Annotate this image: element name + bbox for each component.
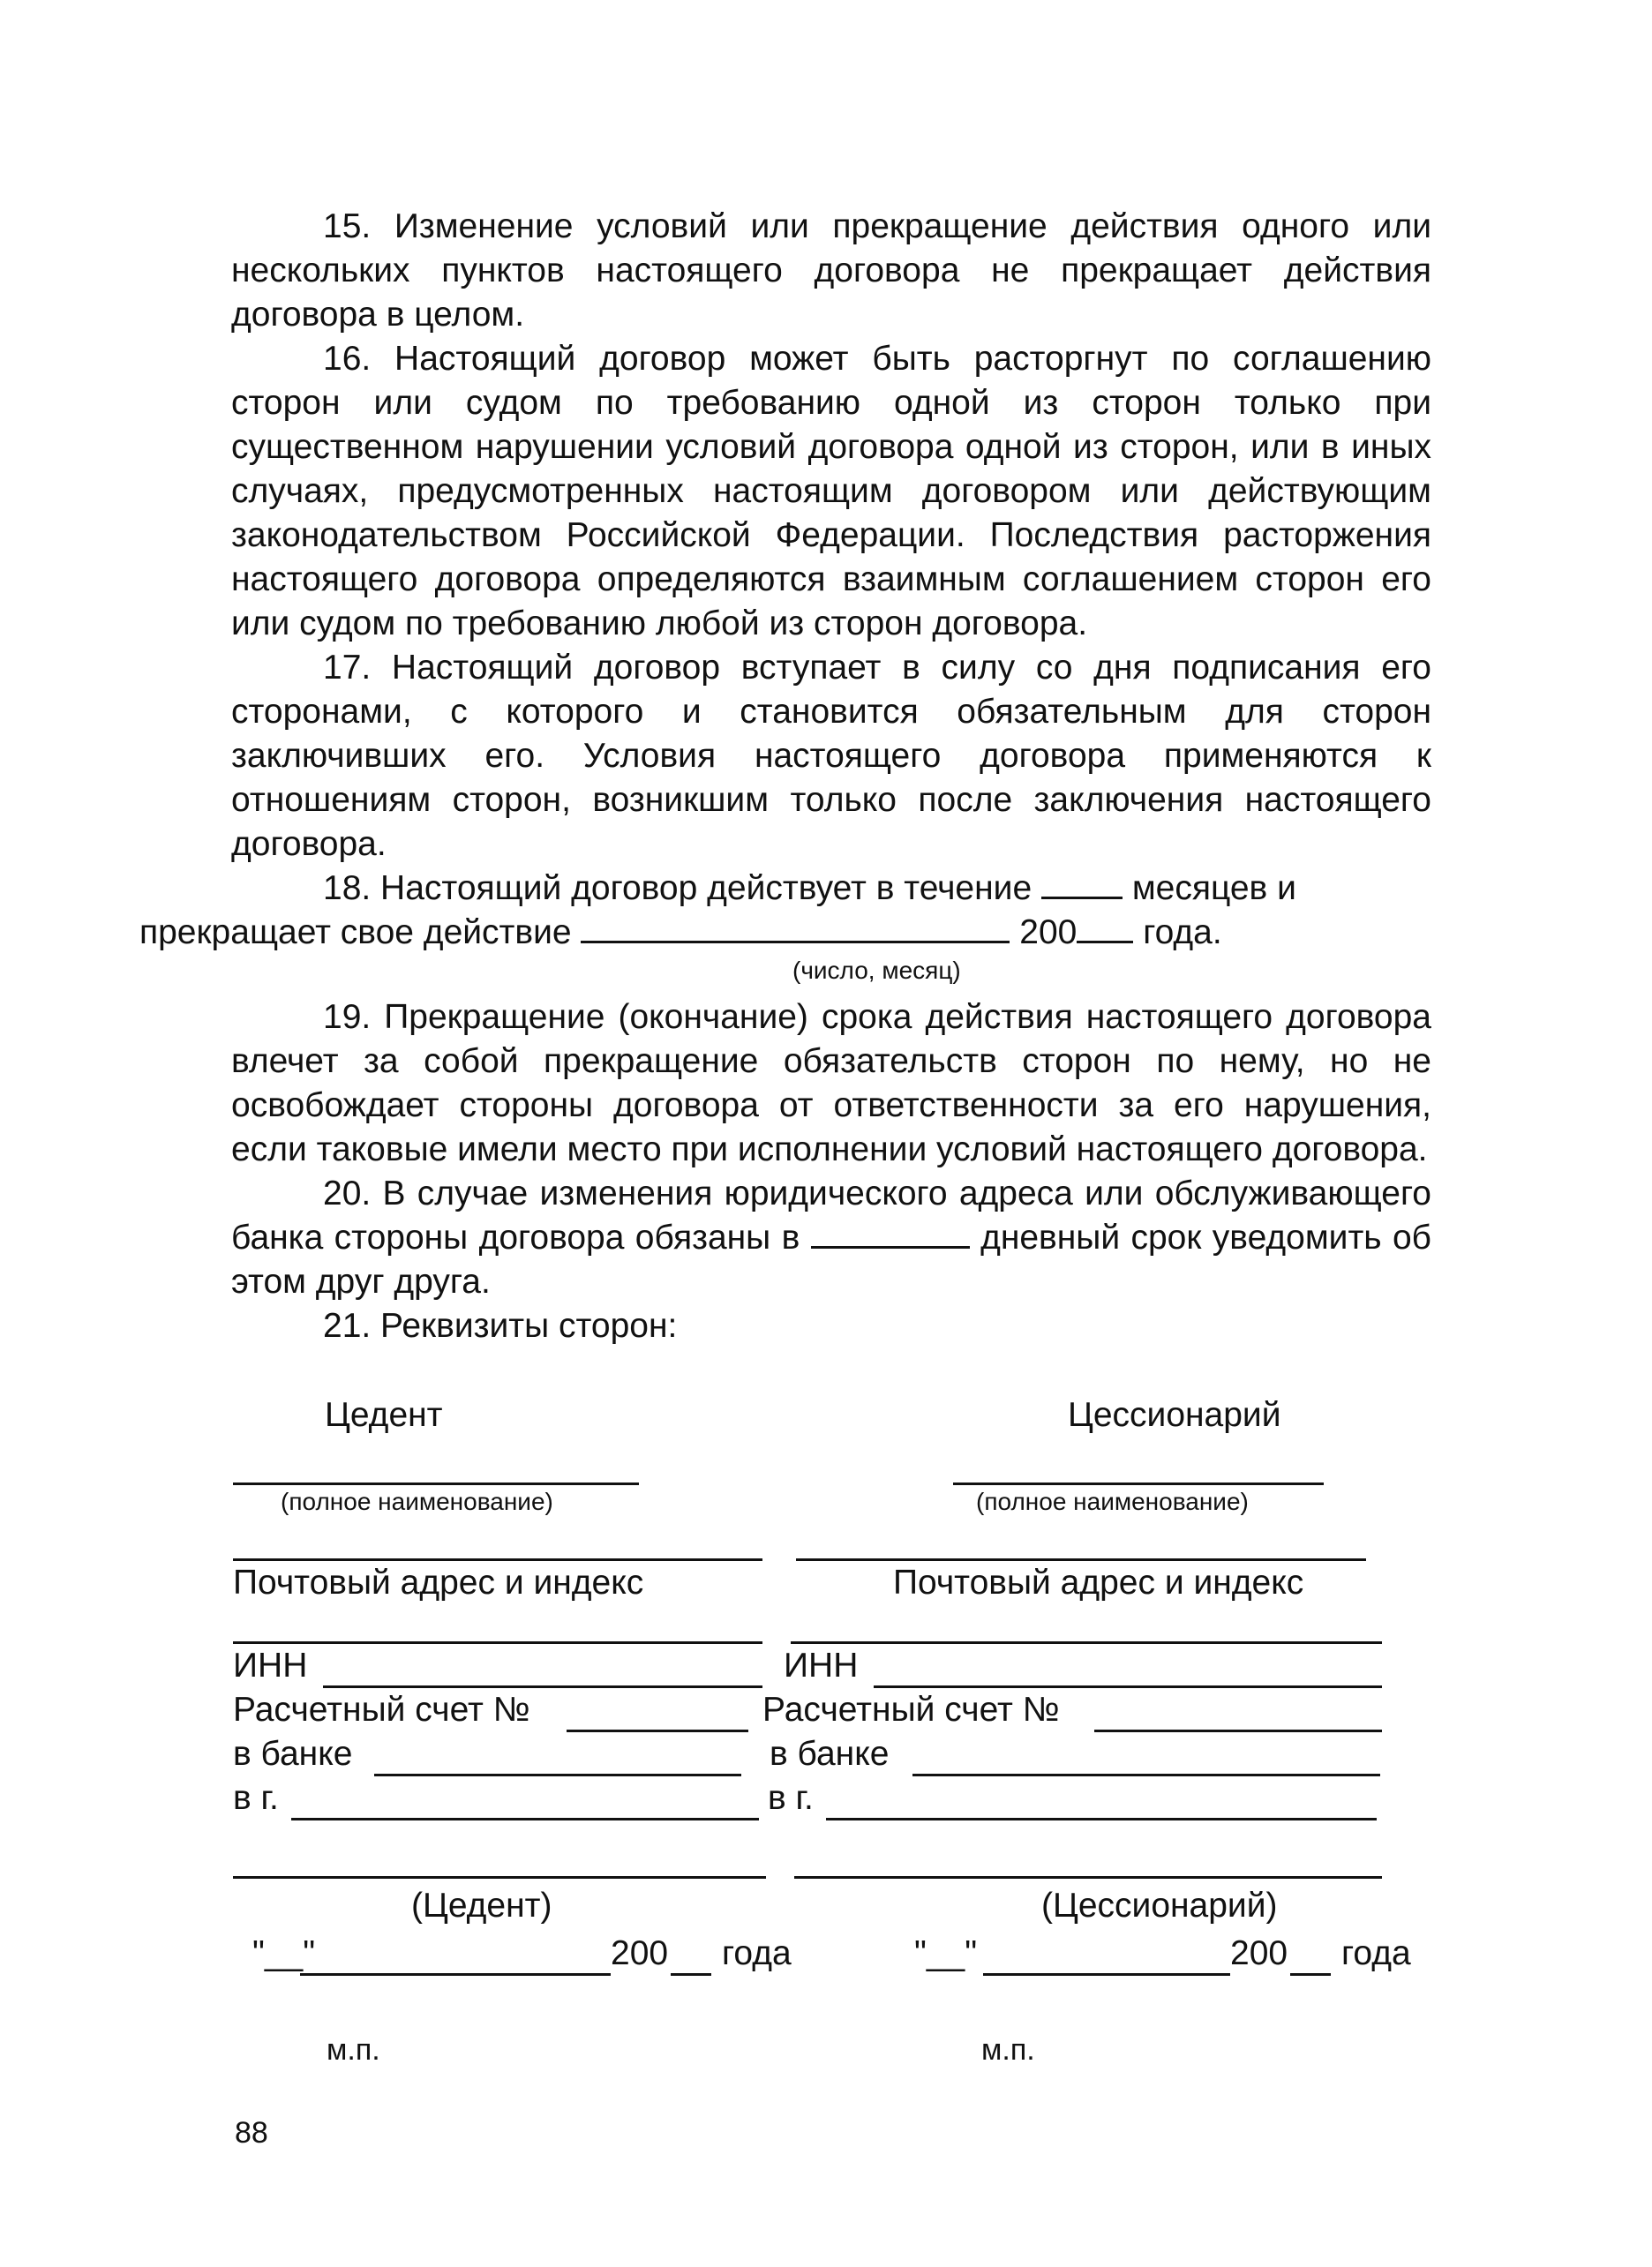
cedent-signature-line[interactable] [233, 1876, 766, 1879]
cedent-account-label: Расчетный счет № [233, 1691, 530, 1729]
clause-18-start: 18. Настоящий договор действует в течение [323, 869, 1032, 907]
cessionary-stamp-mark: м.п. [981, 2033, 1035, 2067]
cedent-address-label: Почтовый адрес и индекс [233, 1564, 644, 1602]
cessionary-name-line-2[interactable] [796, 1558, 1366, 1561]
cedent-account-line[interactable] [567, 1730, 748, 1732]
clause-16: 16. Настоящий договор может быть расторгнут по соглашению сторон или судом по требованию одной из сторон только при существенном нарушении условий договора одной из сторон, или в иных случаях, предусмотренных настоящим договором или действующим законодательством Российской Федерации. Последствия расторжения настоящего договора определяются взаимным соглашением сторон его или судом по требованию любой из сторон договора. [231, 340, 1431, 642]
cedent-name-line[interactable] [233, 1483, 639, 1485]
clause-21: 21. Реквизиты сторон: [323, 1307, 678, 1345]
cessionary-date-line[interactable] [983, 1973, 1230, 1976]
cessionary-address-line[interactable] [791, 1641, 1382, 1644]
clause-20 [231, 1172, 1431, 1304]
cessionary-city-line[interactable] [826, 1818, 1377, 1820]
cedent-city-label: в г. [233, 1779, 279, 1817]
page-number: 88 [235, 2116, 268, 2150]
cedent-date-word: года [722, 1934, 792, 1972]
cedent-stamp-mark: м.п. [327, 2033, 380, 2067]
cedent-bank-label: в банке [233, 1735, 353, 1773]
end-year-blank[interactable] [1077, 911, 1133, 943]
cedent-year-blank[interactable] [671, 1973, 711, 1976]
cedent-address-line[interactable] [233, 1641, 762, 1644]
cessionary-signature-line[interactable] [794, 1876, 1382, 1879]
cedent-date-line[interactable] [300, 1973, 611, 1976]
cedent-signer: (Цедент) [411, 1887, 552, 1925]
cedent-inn-label: ИНН [233, 1647, 308, 1685]
cessionary-name-caption: (полное наименование) [976, 1488, 1249, 1515]
cedent-name-caption: (полное наименование) [281, 1488, 553, 1515]
cessionary-account-line[interactable] [1094, 1730, 1382, 1732]
cessionary-bank-label: в банке [770, 1735, 890, 1773]
cessionary-name-line[interactable] [953, 1483, 1324, 1485]
cessionary-city-label: в г. [768, 1779, 814, 1817]
cessionary-address-label: Почтовый адрес и индекс [893, 1564, 1304, 1602]
cessionary-account-label: Расчетный счет № [762, 1691, 1060, 1729]
clause-20-start: 20. В случае изменения юридического адреса или обслуживающего банка стороны договора обязаны в [231, 1175, 1431, 1257]
cessionary-year-blank[interactable] [1290, 1973, 1331, 1976]
clause-18-year-prefix: 200 [1019, 913, 1078, 951]
cessionary-date-year: 200 [1230, 1934, 1288, 1972]
cedent-date-quote: "__" [252, 1934, 316, 1972]
cedent-name-line-2[interactable] [233, 1558, 762, 1561]
cessionary-date-word: года [1341, 1934, 1411, 1972]
end-date-blank[interactable] [581, 911, 1010, 943]
cessionary-inn-label: ИНН [784, 1647, 859, 1685]
clause-15: 15. Изменение условий или прекращение действия одного или нескольких пунктов настоящего договора не прекращает действия договора в целом. [231, 207, 1431, 334]
cessionary-date-quote: "__" [914, 1934, 978, 1972]
cedent-city-line[interactable] [291, 1818, 759, 1820]
cedent-date-year: 200 [611, 1934, 669, 1972]
cessionary-bank-line[interactable] [912, 1774, 1380, 1776]
cessionary-inn-line[interactable] [874, 1685, 1382, 1688]
clause-18-months: месяцев и [1131, 869, 1296, 907]
cedent-inn-line[interactable] [323, 1685, 762, 1688]
clause-17: 17. Настоящий договор вступает в силу со дня подписания его сторонами, с которого и становится обязательным для сторон заключивших его. Условия настоящего договора применяются к отношениям сторон, возникшим только после заключения настоящего договора. [231, 649, 1431, 863]
clause-18 [139, 867, 1431, 955]
cedent-bank-line[interactable] [374, 1774, 741, 1776]
cessionary-signer: (Цессионарий) [1041, 1887, 1278, 1925]
clause-18-caption-row [231, 955, 1431, 995]
clause-18-year-word: года. [1143, 913, 1222, 951]
clause-20-end: дневный срок уведомить об этом друг друга. [231, 1219, 1432, 1301]
clause-19: 19. Прекращение (окончание) срока действия настоящего договора влечет за собой прекращение обязательств сторон по нему, но не освобождает стороны договора от ответственности за его нарушения, если таковые имели место при исполнении условий настоящего договора. [231, 998, 1431, 1168]
clause-18-line2: прекращает свое действие [139, 913, 572, 951]
months-blank[interactable] [1041, 867, 1123, 899]
date-caption: (число, месяц) [792, 957, 961, 984]
cedent-title: Цедент [325, 1396, 443, 1434]
notice-days-blank[interactable] [811, 1216, 970, 1249]
document-body [139, 205, 1432, 1348]
cessionary-title: Цессионарий [1068, 1396, 1281, 1434]
